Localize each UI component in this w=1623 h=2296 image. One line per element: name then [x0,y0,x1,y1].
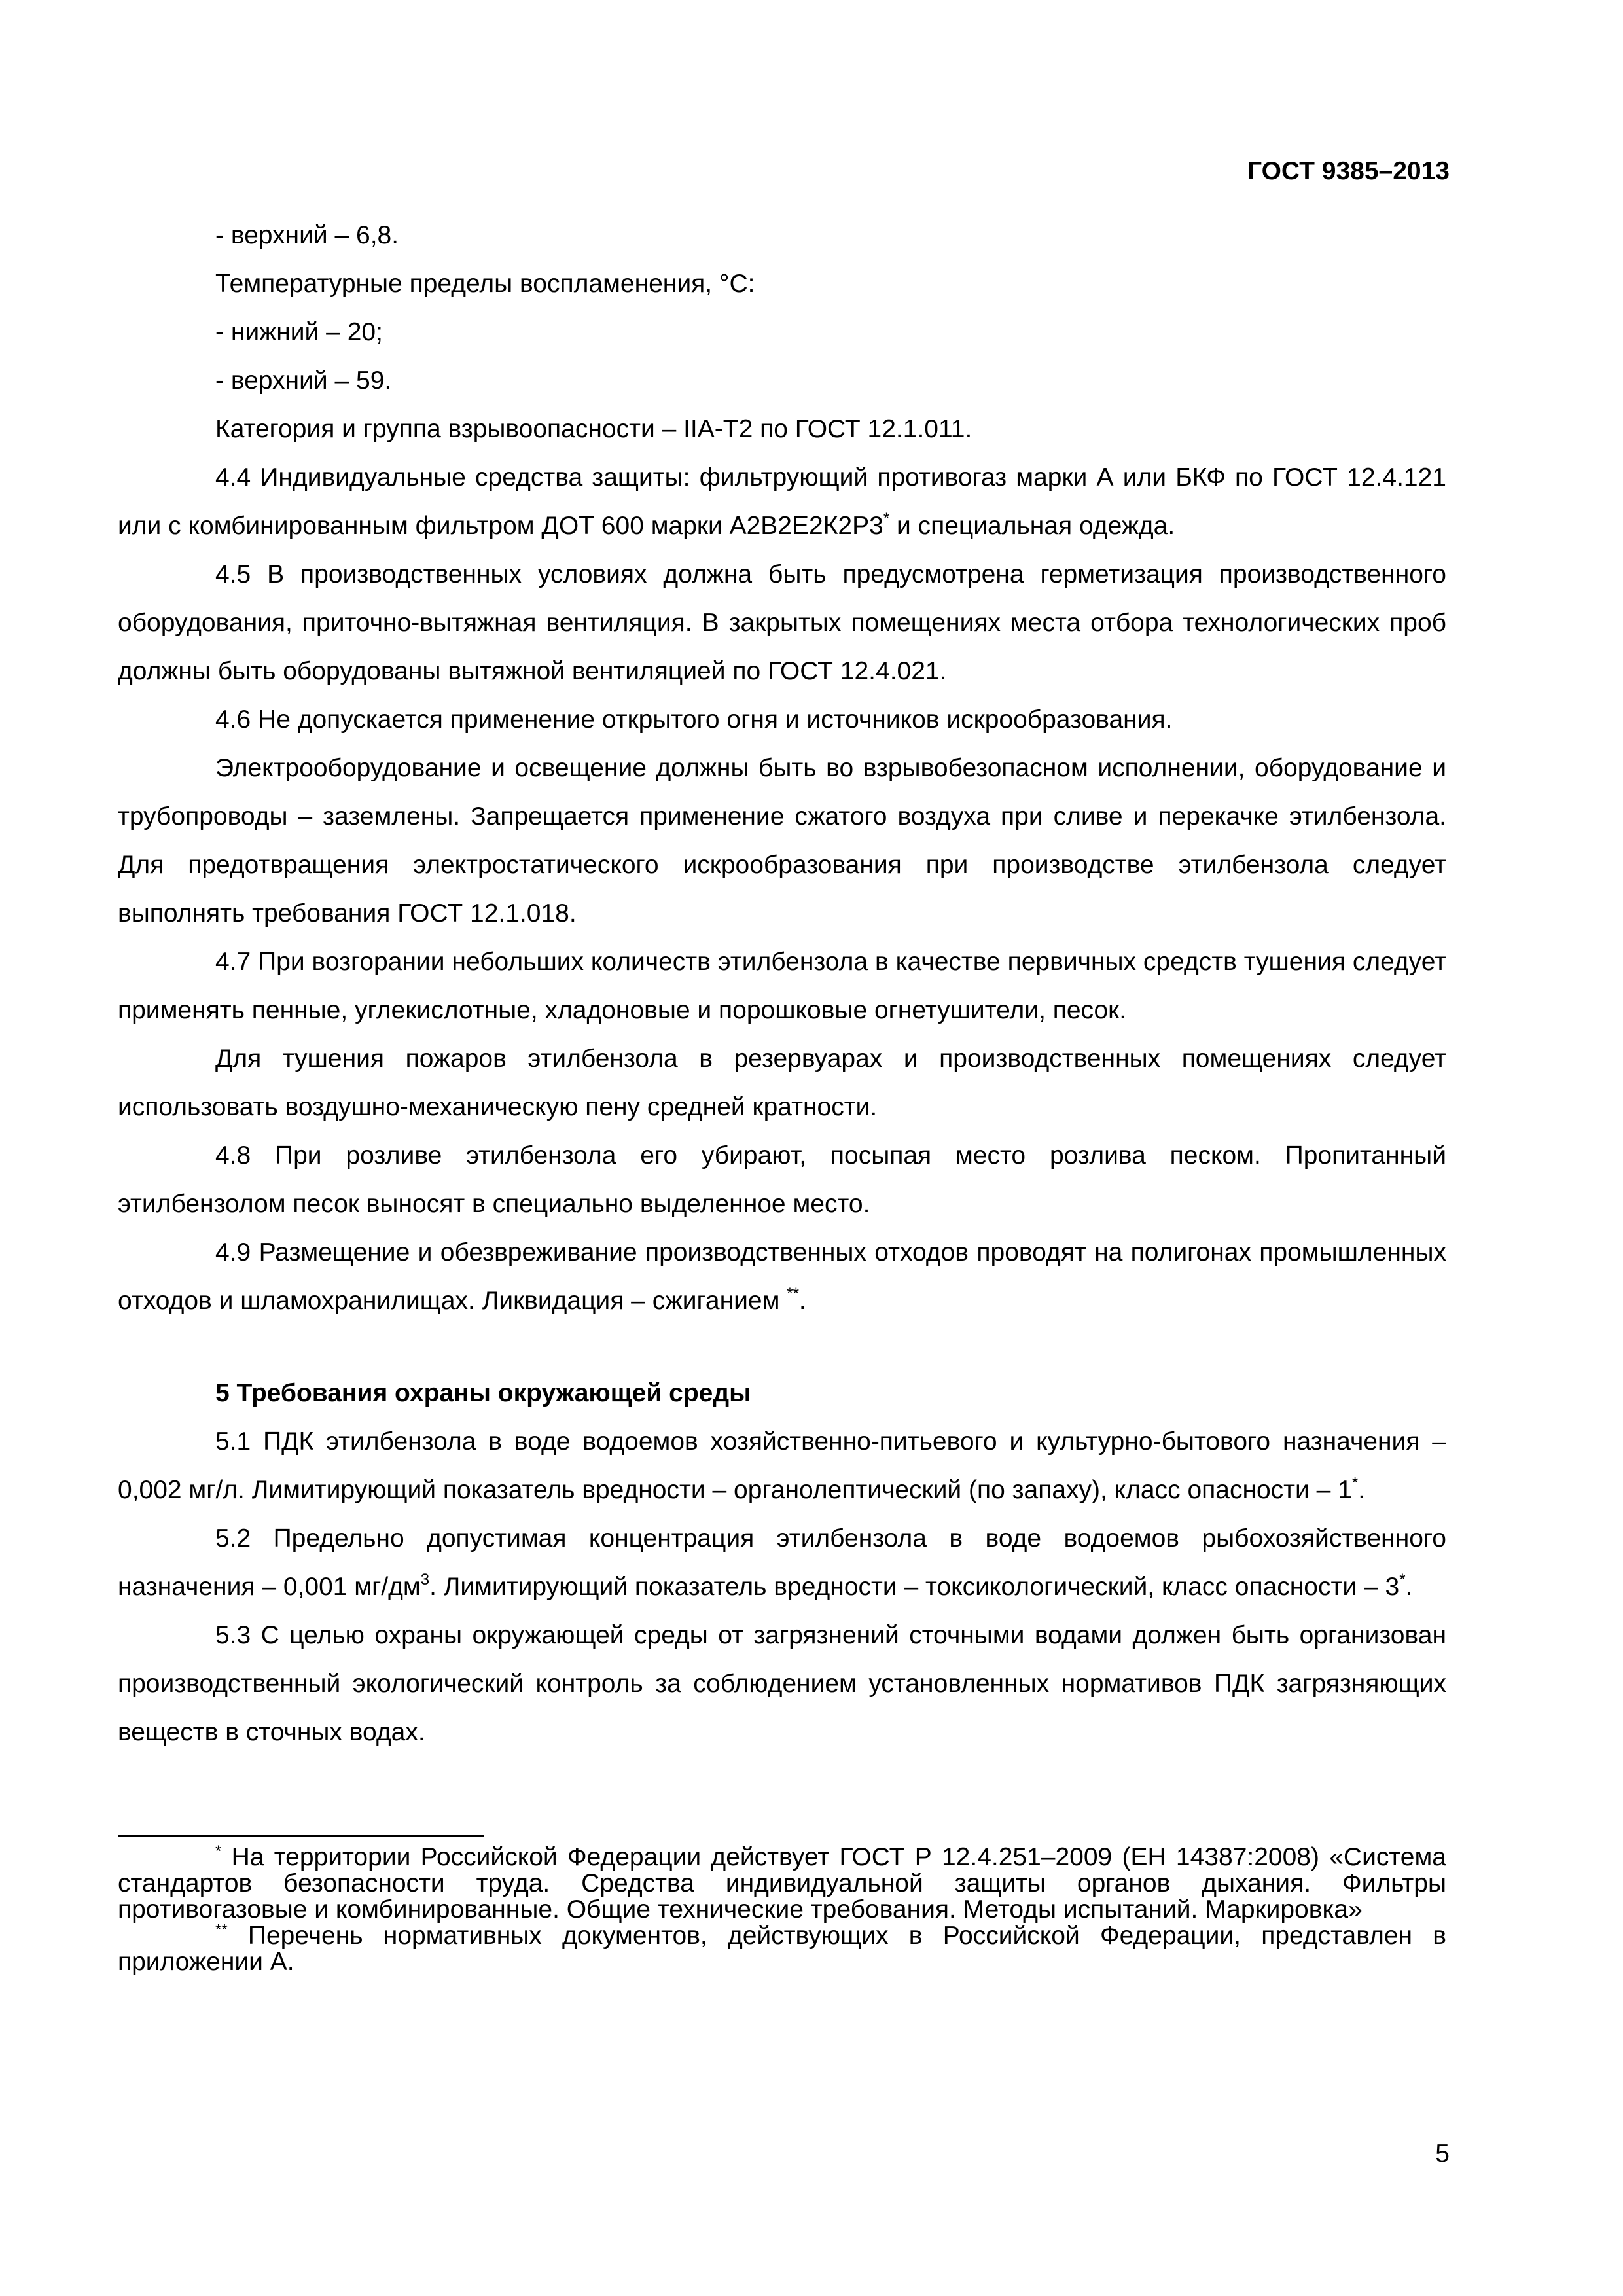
paragraph-4-6: 4.6 Не допускается применение открытого огня и источников искрообразования. [215,706,1173,734]
paragraph-text: 4.4 Индивидуальные средства защиты: фильтрующий противогаз марки А или БКФ по ГОСТ 12.4.121 или с комбинированным фильтром ДОТ 600 марки А2В2Е2К2Р3 [118,463,1446,540]
main-text [118,211,1446,1757]
footnote-mark: ** [215,1921,228,1939]
paragraph-4-7: 4.7 При возгорании небольших количеств этилбензола в качестве первичных средств тушения следует применять пенные, углекислотные, хладоновые и порошковые огнетушители, песок. [118,948,1446,1024]
text-line: Температурные пределы воспламенения, °С: [215,270,755,298]
section-5-title: 5 Требования охраны окружающей среды [215,1379,751,1407]
text-line: Категория и группа взрывоопасности – IIA-Т2 по ГОСТ 12.1.011. [215,415,972,443]
footnote-1 [118,1844,1446,1923]
paragraph-4-6-cont: Электрооборудование и освещение должны быть во взрывобезопасном исполнении, оборудование и трубопроводы – заземлены. Запрещается применение сжатого воздуха при сливе и перекачке этилбензола. Для предотвращения электростатического искрообразования при производстве этилбензола следует выполнять требования ГОСТ 12.1.018. [118,754,1446,927]
paragraph-4-5: 4.5 В производственных условиях должна быть предусмотрена герметизация производственного оборудования, приточно-вытяжная вентиляция. В закрытых помещениях места отбора технологических проб должны быть оборудованы вытяжной вентиляцией по ГОСТ 12.4.021. [118,560,1446,685]
paragraph-text: и специальная одежда. [889,512,1175,540]
paragraph-4-9 [118,1229,1446,1325]
paragraph-4-4 [118,454,1446,550]
footnote-ref: * [1399,1571,1406,1588]
paragraph-text: 5.1 ПДК этилбензола в воде водоемов хозяйственно-питьевого и культурно-бытового назначения – 0,002 мг/л. Лимитирующий показатель вредности – органолептический (по запаху), класс опасности – 1 [118,1427,1446,1504]
footnote-2 [118,1923,1446,1975]
footnote-ref: * [1351,1474,1359,1492]
footnote-text: На территории Российской Федерации действует ГОСТ Р 12.4.251–2009 (ЕН 14387:2008) «Система стандартов безопасности труда. Средства индивидуальной защиты органов дыхания. Фильтры противогазовые и комбинированные. Общие технические требования. Методы испытаний. Маркировка» [118,1843,1446,1924]
footnote-mark: * [215,1842,222,1860]
footnote-divider [118,1835,484,1837]
footnote-ref: ** [787,1285,799,1302]
paragraph-text: 4.9 Размещение и обезвреживание производственных отходов проводят на полигонах промышленных отходов и шламохранилищах. Ликвидация – сжиганием [118,1238,1446,1315]
paragraph-5-1 [118,1418,1446,1515]
paragraph-4-7-cont: Для тушения пожаров этилбензола в резервуарах и производственных помещениях следует использовать воздушно-механическую пену средней кратности. [118,1045,1446,1121]
superscript: 3 [420,1571,430,1588]
footnotes [118,1844,1446,1975]
footnote-text: Перечень нормативных документов, действующих в Российской Федерации, представлен в приложении А. [118,1922,1446,1976]
paragraph-text: . [1405,1573,1413,1601]
paragraph-4-8: 4.8 При розливе этилбензола его убирают, посыпая место розлива песком. Пропитанный этилбензолом песок выносят в специально выделенное место. [118,1141,1446,1218]
page-number: 5 [1435,2140,1450,2168]
footnote-ref: * [883,510,890,528]
paragraph-5-3: 5.3 С целью охраны окружающей среды от загрязнений сточными водами должен быть организован производственный экологический контроль за соблюдением установленных нормативов ПДК загрязняющих веществ в сточных водах. [118,1621,1446,1746]
paragraph-text: . [798,1287,806,1315]
paragraph-text: 5.2 Предельно допустимая концентрация этилбензола в воде водоемов рыбохозяйственного назначения – 0,001 мг/дм [118,1524,1446,1601]
document-code: ГОСТ 9385–2013 [1247,157,1450,185]
paragraph-text: . [1358,1476,1366,1504]
paragraph-5-2 [118,1515,1446,1611]
text-line: - верхний – 59. [215,367,392,395]
text-line: - верхний – 6,8. [215,221,399,249]
paragraph-text: . Лимитирующий показатель вредности – токсикологический, класс опасности – 3 [429,1573,1400,1601]
text-line: - нижний – 20; [215,318,383,346]
